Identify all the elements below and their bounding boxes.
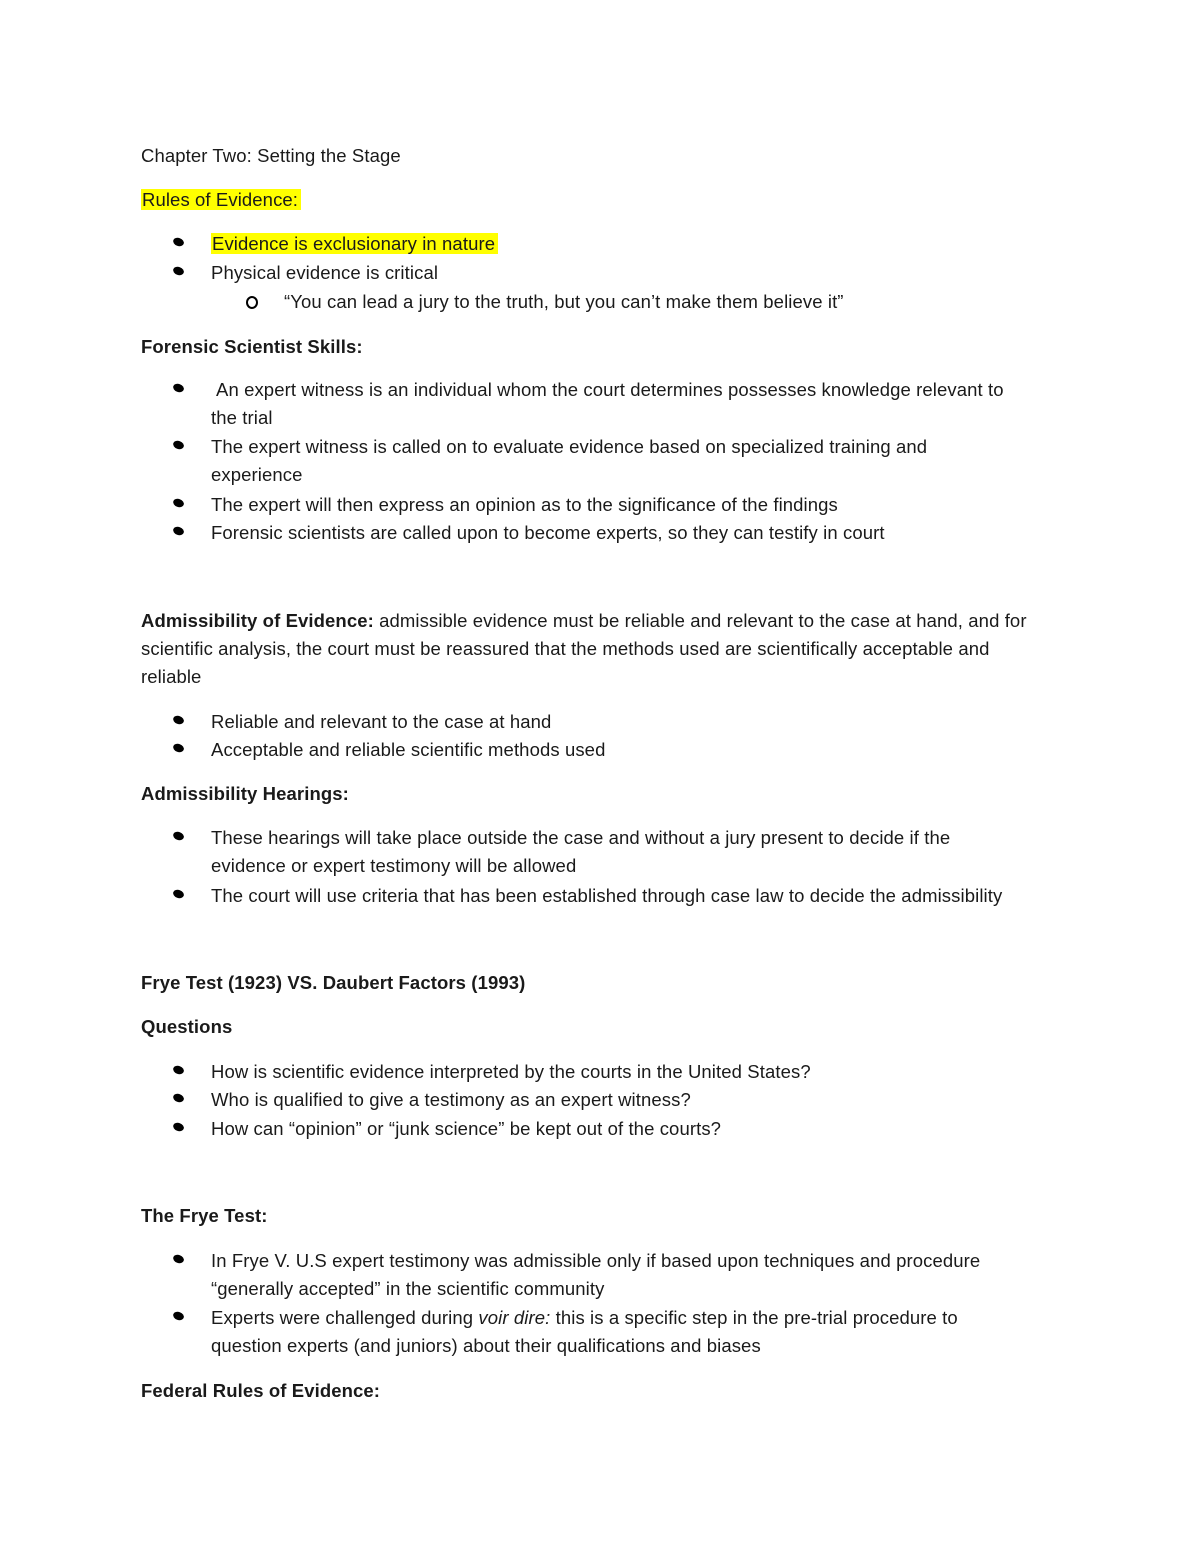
list-item: The expert witness is called on to evaluate evidence based on specialized training and [211, 436, 928, 457]
bullet-icon [172, 497, 185, 508]
bullet-icon [172, 439, 185, 450]
bullet-icon [172, 830, 185, 841]
list-item: In Frye V. U.S expert testimony was admissible only if based upon techniques and procedure [211, 1250, 981, 1271]
paragraph-text: reliable [141, 666, 202, 687]
highlight: Rules of Evidence: [141, 189, 301, 210]
list-item: The court will use criteria that has been established through case law to decide the admissibility [211, 885, 1003, 906]
admissibility-heading: Admissibility of Evidence: [141, 610, 374, 631]
hearings-heading: Admissibility Hearings: [141, 783, 349, 804]
circle-bullet-icon [246, 296, 258, 309]
federal-rules-heading: Federal Rules of Evidence: [141, 1380, 381, 1401]
paragraph-text: scientific analysis, the court must be reassured that the methods used are scientifically acceptable and [141, 638, 990, 659]
admissibility-paragraph [141, 607, 1027, 635]
list-item [211, 1304, 958, 1332]
bullet-icon [172, 888, 185, 899]
list-item: Reliable and relevant to the case at hand [211, 711, 552, 732]
list-item: The expert will then express an opinion as to the significance of the findings [211, 494, 838, 515]
bullet-icon [172, 1121, 185, 1132]
bullet-icon [172, 1092, 185, 1103]
list-item-text: this is a specific step in the pre-trial procedure to [550, 1307, 958, 1328]
bullet-icon [172, 236, 185, 247]
highlight: Evidence is exclusionary in nature [211, 233, 498, 254]
rules-of-evidence-heading [141, 186, 301, 214]
bullet-icon [172, 1064, 185, 1075]
frye-vs-daubert-heading: Frye Test (1923) VS. Daubert Factors (1993) [141, 972, 526, 993]
list-item: Forensic scientists are called upon to become experts, so they can testify in court [211, 522, 885, 543]
paragraph-text: admissible evidence must be reliable and relevant to the case at hand, and for [373, 610, 1027, 631]
list-item-text: Experts were challenged during [211, 1307, 479, 1328]
bullet-icon [172, 742, 185, 753]
bullet-icon [172, 1253, 185, 1264]
italic-term: voir dire: [478, 1307, 551, 1328]
list-item: Acceptable and reliable scientific methods used [211, 739, 606, 760]
list-item-continuation: evidence or expert testimony will be allowed [211, 855, 577, 876]
list-item: Physical evidence is critical [211, 262, 439, 283]
list-item-continuation: “generally accepted” in the scientific community [211, 1278, 605, 1299]
list-item: How is scientific evidence interpreted by the courts in the United States? [211, 1061, 811, 1082]
bullet-icon [172, 714, 185, 725]
list-item-continuation: question experts (and juniors) about their qualifications and biases [211, 1335, 761, 1356]
page-title: Chapter Two: Setting the Stage [141, 145, 401, 166]
list-item-continuation: the trial [211, 407, 273, 428]
bullet-icon [172, 382, 185, 393]
frye-test-heading: The Frye Test: [141, 1205, 268, 1226]
list-item: How can “opinion” or “junk science” be kept out of the courts? [211, 1118, 722, 1139]
bullet-icon [172, 265, 185, 276]
list-item [211, 230, 498, 258]
list-item-continuation: experience [211, 464, 303, 485]
forensic-skills-heading: Forensic Scientist Skills: [141, 336, 363, 357]
list-item: An expert witness is an individual whom the court determines possesses knowledge relevant to [216, 379, 1004, 400]
bullet-icon [172, 1310, 185, 1321]
list-item: Who is qualified to give a testimony as an expert witness? [211, 1089, 691, 1110]
sub-list-item: “You can lead a jury to the truth, but you can’t make them believe it” [284, 291, 844, 312]
list-item: These hearings will take place outside the case and without a jury present to decide if the [211, 827, 951, 848]
questions-heading: Questions [141, 1016, 233, 1037]
bullet-icon [172, 525, 185, 536]
